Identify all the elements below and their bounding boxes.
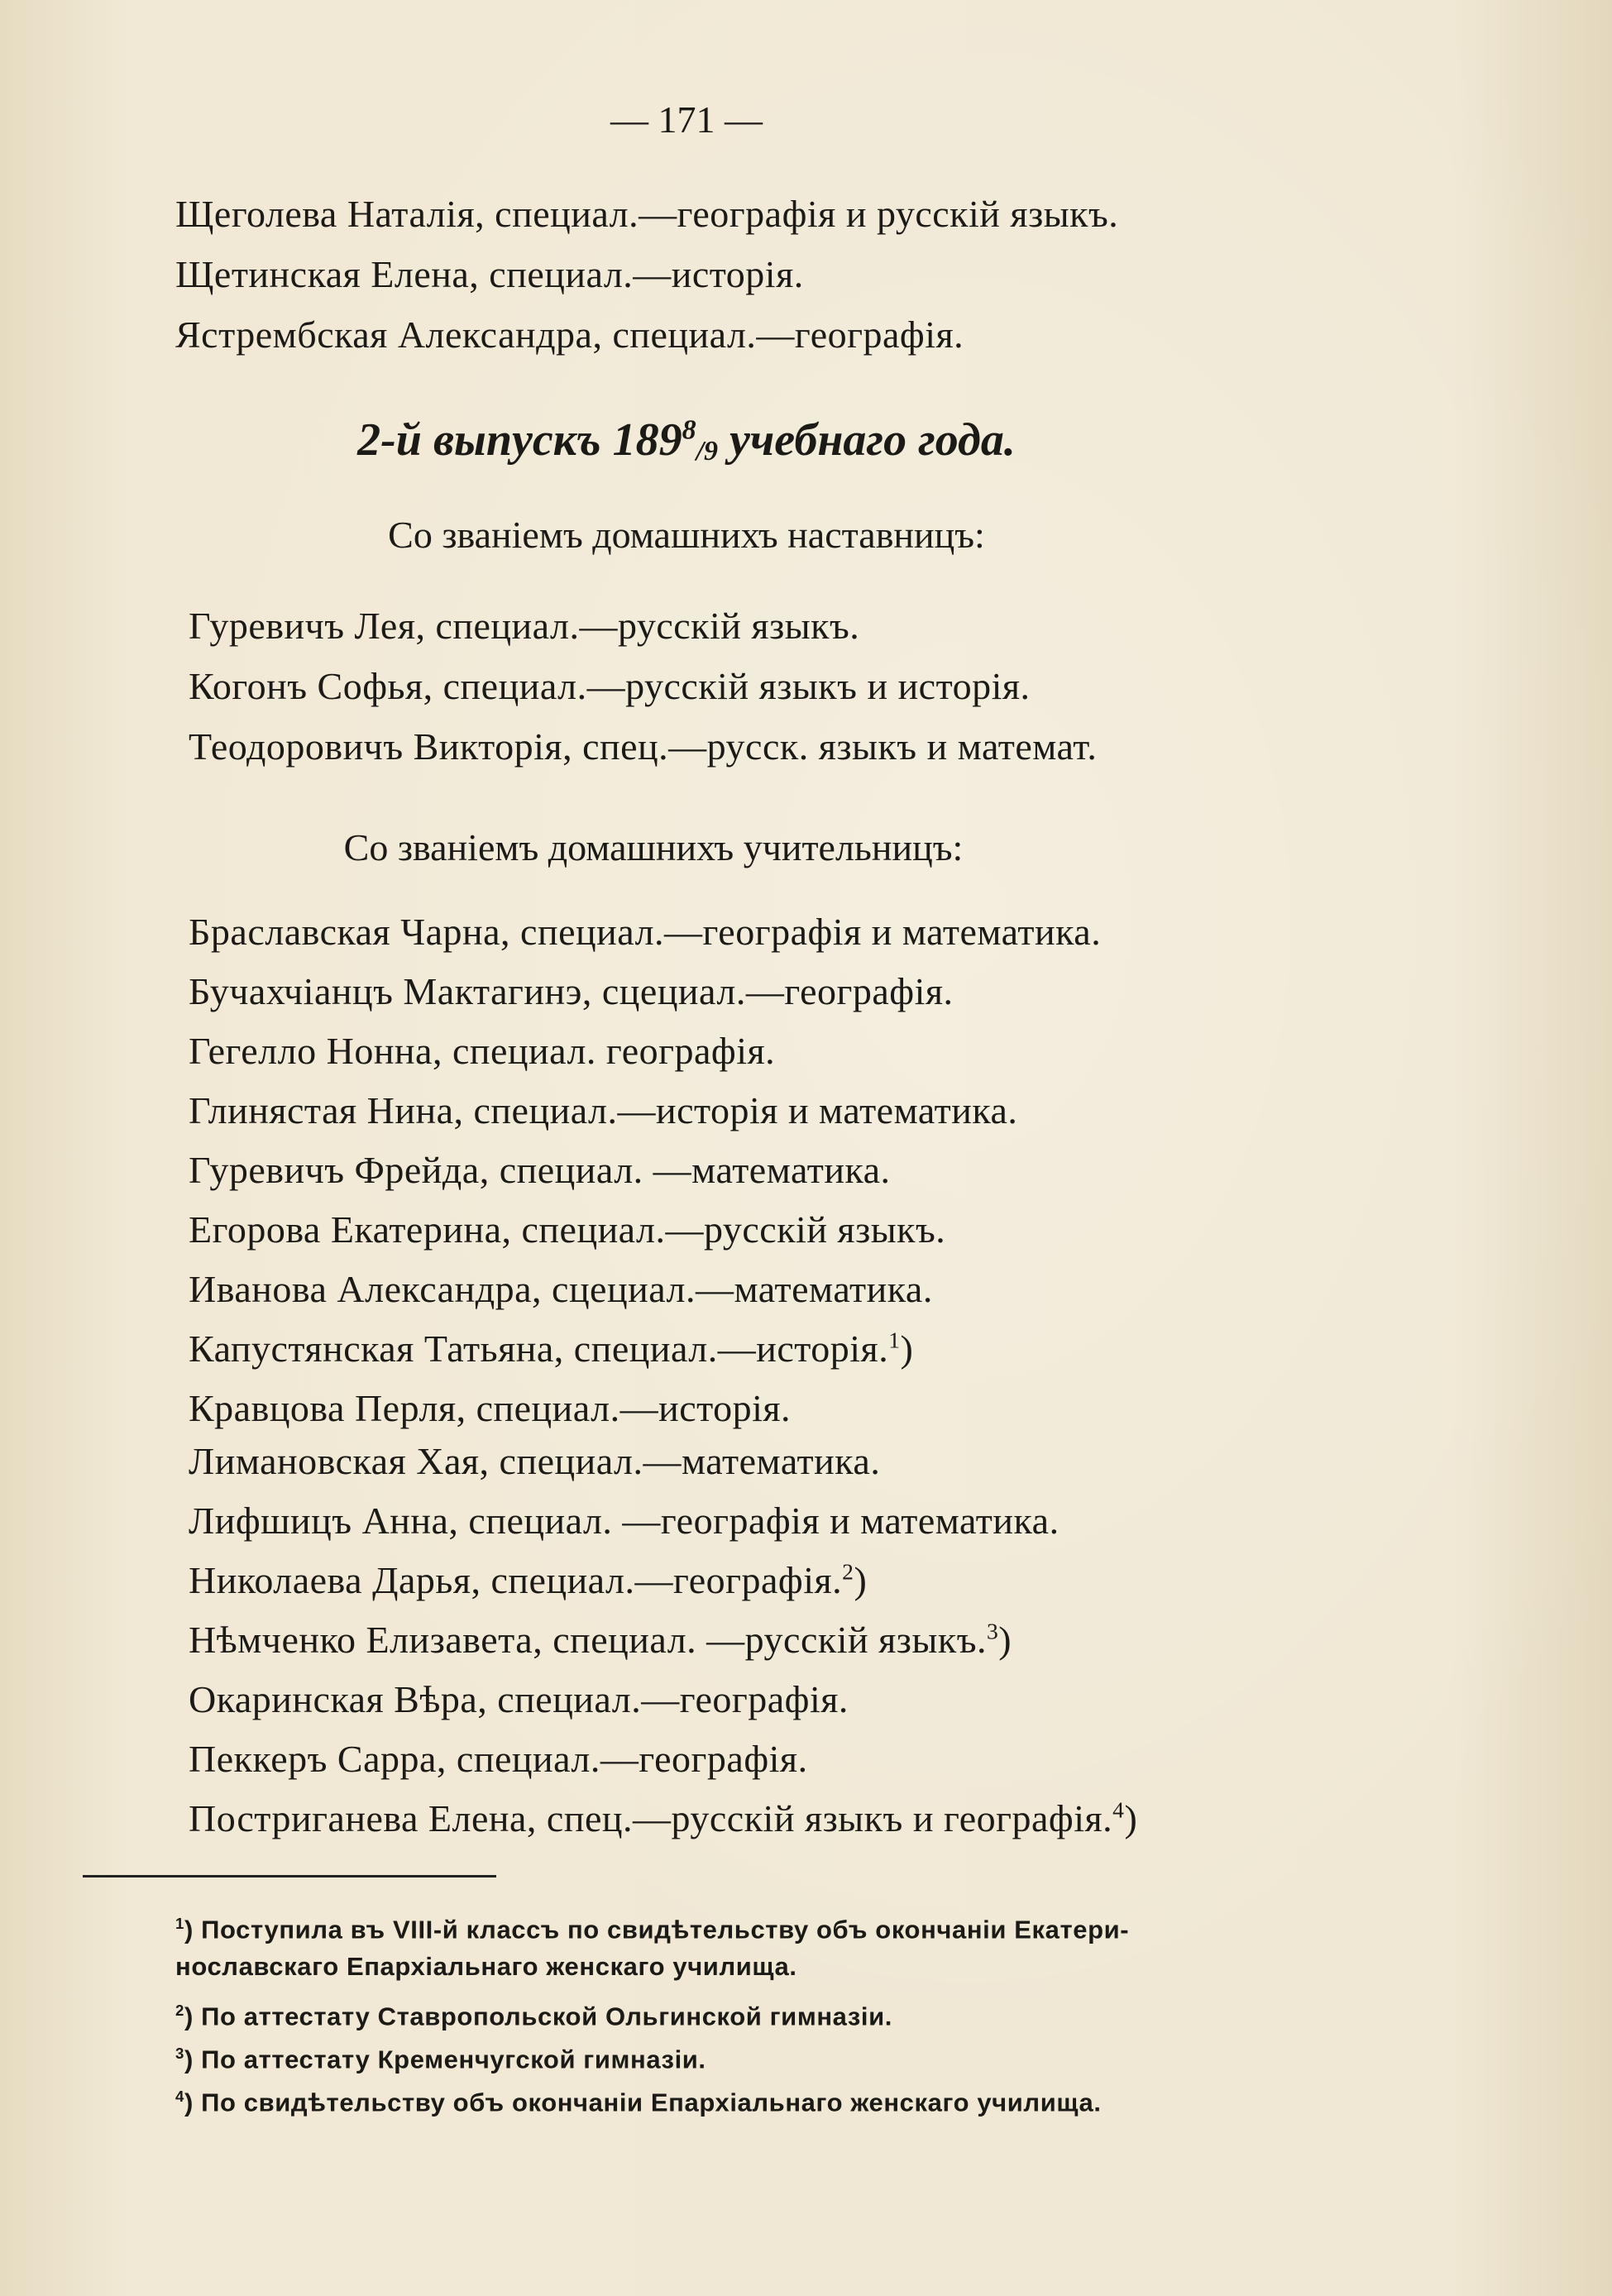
group2-entry: Капустянская Татьяна, специал.—исторія.$^1$) xyxy=(189,1327,914,1370)
heading-prefix: 2-й выпускъ 189 xyxy=(357,414,682,466)
footnote-separator xyxy=(83,1875,496,1877)
heading-frac-num: 8 xyxy=(682,414,696,446)
group1-entry-1: Гуревичъ Лея, специал.—русскій языкъ. xyxy=(189,605,860,647)
footnote-ref: 3 xyxy=(987,1618,999,1644)
group2-entry: Гегелло Нонна, специал. географія. xyxy=(189,1030,776,1072)
top-entry-3: Ястрембская Александра, специал.—географія. xyxy=(175,313,964,356)
top-entry-1: Щеголева Наталія, специал.—географія и русскій языкъ. xyxy=(175,193,1119,235)
heading-suffix: учебнаго года. xyxy=(718,414,1016,466)
group2-entry: Егорова Екатерина, специал.—русскій языкъ. xyxy=(189,1208,946,1251)
group1-entry-3: Теодоровичъ Викторія, спец.—русск. языкъ и математ. xyxy=(189,725,1098,768)
group2-entry: Окаринская Вѣра, специал.—географія. xyxy=(189,1678,849,1720)
footnote-4: $^4$) По свидѣтельству объ окончаніи Епархіальнаго женскаго училища. xyxy=(175,2088,1102,2117)
top-entry-2: Щетинская Елена, специал.—исторія. xyxy=(175,253,804,295)
group2-entry: Кравцова Перля, специал.—исторія. xyxy=(189,1387,792,1429)
group2-entry: Глинястая Нина, специал.—исторія и математика. xyxy=(189,1089,1018,1131)
group2-entry: Пеккеръ Сарра, специал.—географія. xyxy=(189,1738,808,1780)
footnote-1: $^1$) Поступила въ VIII-й классъ по свидѣтельству объ окончаніи Екатери- xyxy=(175,1915,1130,1944)
group2-entry: Нѣмченко Елизавета, специал. —русскій языкъ.$^3$) xyxy=(189,1618,1012,1661)
group2-entry: Браславская Чарна, специал.—географія и математика. xyxy=(189,911,1102,953)
group2-entry: Постриганева Елена, спец.—русскій языкъ и географія.$^4$) xyxy=(189,1796,1138,1839)
footnote-ref: 4 xyxy=(1112,1796,1125,1823)
group1-entry-2: Когонъ Софья, специал.—русскій языкъ и исторія. xyxy=(189,665,1031,707)
group2-entry: Гуревичъ Фрейда, специал. —математика. xyxy=(189,1149,891,1191)
footnote-2: $^2$) По аттестату Ставропольской Ольгинской гимназіи. xyxy=(175,2002,892,2031)
group2-entry: Лимановская Хая, специал.—математика. xyxy=(189,1440,881,1482)
group1-title: Со званіемъ домашнихъ наставницъ: xyxy=(388,514,985,556)
group2-title: Со званіемъ домашнихъ учительницъ: xyxy=(343,826,964,868)
group2-entry: Николаева Дарья, специал.—географія.$^2$) xyxy=(189,1558,868,1601)
footnote-ref: 2 xyxy=(842,1558,854,1585)
section-heading xyxy=(0,414,1373,467)
group2-entry: Бучахчіанцъ Мактагинэ, сцециал.—географія. xyxy=(189,970,954,1012)
heading-frac-den: /9 xyxy=(696,436,719,466)
group2-entry: Иванова Александра, сцециал.—математика. xyxy=(189,1268,933,1310)
footnote-3: $^3$) По аттестату Кременчугской гимназіи. xyxy=(175,2045,706,2074)
page-number: — 171 — xyxy=(610,98,763,141)
group2-entry: Лифшицъ Анна, специал. —географія и математика. xyxy=(189,1500,1060,1542)
footnote-1-cont: нославскаго Епархіальнаго женскаго училища. xyxy=(175,1952,797,1981)
footnote-ref: 1 xyxy=(888,1327,901,1353)
